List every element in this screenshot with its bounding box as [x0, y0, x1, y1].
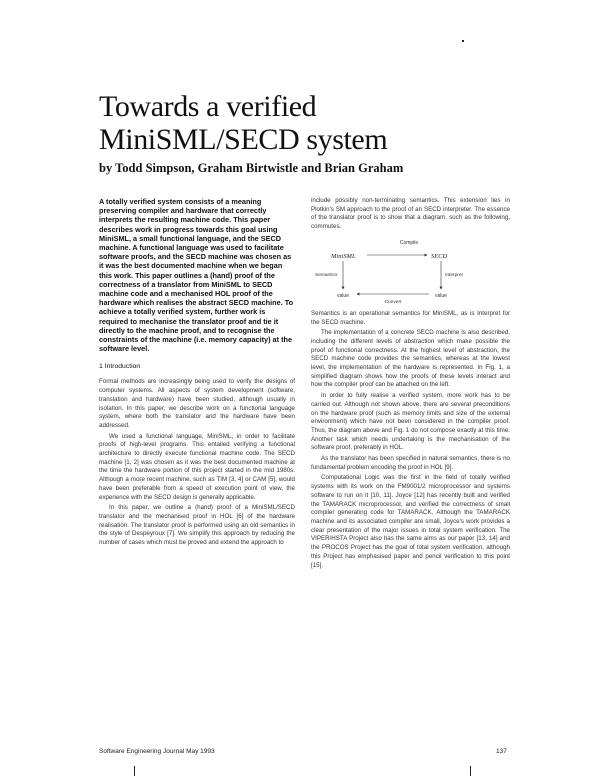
paragraph: The implementation of a concrete SECD machine is also described, including the different levels of abstraction which make possible the proof of functional correctness. At the highest level of abstraction, the SECD machine code provides the semantics, whereas at the lowest level, the implementation of the hardware is represented. In Fig. 1, a simplified diagram shows how the proofs of these levels interact and how the compiler proof can be attached on the left. [311, 329, 510, 389]
page-number: 137 [496, 748, 507, 755]
paragraph: Computational Logic was the first in the field of totally verified systems with its work on the FM9001/2 microprocessor and systems software to run on it [10, 11]. Joyce [12] has recently built and verified the TAMARACK microprocessor, and verified the correctness of small compiler generating code for TAMARACK. Although the TAMARACK machine and its associated compiler are small, Joyce's work provides a clear presentation of the major issues in total system verification. The VIPER/HSTA Project also has the same aims as our paper [13, 14] and the PROCOS Project has the goal of total system verification, although this Project has emphasised paper and pencil verification to this point [15]. [311, 474, 510, 569]
paragraph: We used a functional language, MiniSML, in order to facilitate proofs of high-level programs. This entailed verifying a functional architecture to directly execute functional machine code. The SECD machine [1, 2] was chosen as it was the best documented machine at the time the hardware portion of this project started in the mid 1980s. Although a more recent machine, such as TIM [3, 4] or CAM [5], would have been preferable from a speed of execution point of view, the experience with the SECD design is generally applicable. [99, 432, 295, 501]
right-column [311, 197, 510, 570]
label-interpret: Interpret [445, 272, 463, 278]
paragraph: In order to fully realise a verified system, more work has to be carried out. Although not shown above, there are several preconditions on the hardware proof (such as memory limits and size of the external environment) which have not been considered in the compiler proof. Thus, the diagram above and Fig. 1 do not compose exactly at this time. Another task which needs undertaking is the mechanisation of the software proof, preferably in HOL. [311, 392, 510, 452]
paragraph: include possibly non-terminating semantics. This extension lies in Plotkin's SM approach to the proof of an SECD interpreter. The essence of the translator proof is to show that a diagram, such as the following, commutes. [311, 197, 510, 231]
node-value-right: value [435, 292, 447, 299]
crop-mark-bottom-left [134, 766, 135, 776]
label-semantics: Semantics [315, 272, 338, 278]
section-heading: 1 Introduction [99, 363, 141, 371]
journal-footer: Software Engineering Journal May 1993 [99, 748, 215, 755]
paragraph: As the translator has been specified in natural semantics, there is no fundamental problem encoding the proof in HOL [9]. [311, 455, 510, 471]
authors: by Todd Simpson, Graham Birtwistle and Brian Graham [99, 161, 404, 175]
title-line-2: MiniSML/SECD system [99, 123, 388, 156]
node-value-left: value [337, 292, 349, 299]
corner-mark [462, 40, 464, 42]
abstract: A totally verified system consists of a meaning preserving compiler and hardware that correctly interprets the resulting machine code. This paper describes work in progress towards this goal using MiniSML, a small functional language, and the SECD machine. A functional language was used to facilitate software proofs, and the SECD machine was chosen as it was the best documented machine when we began this work. This paper outlines a (hand) proof of the correctness of a translator from MiniSML to SECD machine code and a mechanised HOL proof of the hardware which realises the abstract SECD machine. To achieve a totally verified system, further work is required to mechanise the translator proof and tie it directly to the machine proof, and to recognise the constraints of the machine (i.e. memory capacity) at the software level. [99, 197, 294, 354]
paragraph: Formal methods are increasingly being used to verify the designs of computer systems. All aspects of system development (software, translation and hardware) have been studied, although usually in isolation. In this paper, we describe work on a functional language system, where both the translator and the hardware have been addressed. [99, 378, 295, 429]
paragraph: Semantics is an operational semantics for MiniSML, as is Interpret for the SECD machine. [311, 309, 510, 326]
diagram-svg [311, 236, 510, 304]
label-convert: Convert [384, 299, 402, 304]
label-compile: Compile [399, 239, 419, 246]
node-minisml: MiniSML [331, 252, 356, 260]
left-column [99, 197, 295, 548]
commuting-diagram [311, 236, 510, 304]
paragraph: In this paper, we outline a (hand) proof of a MiniSML/SECD translator and the mechanised proof in HOL [6] of the hardware realisation. The translator proof is performed using an old semantics in the style of Despeyroux [7]. We simplify this approach by reducing the number of cases which must be proved and extend the approach to [99, 504, 295, 547]
crop-mark-bottom-right [470, 766, 471, 776]
node-secd: SECD [431, 252, 448, 260]
paper-title [99, 90, 519, 156]
title-line-1: Towards a verified [99, 90, 317, 123]
